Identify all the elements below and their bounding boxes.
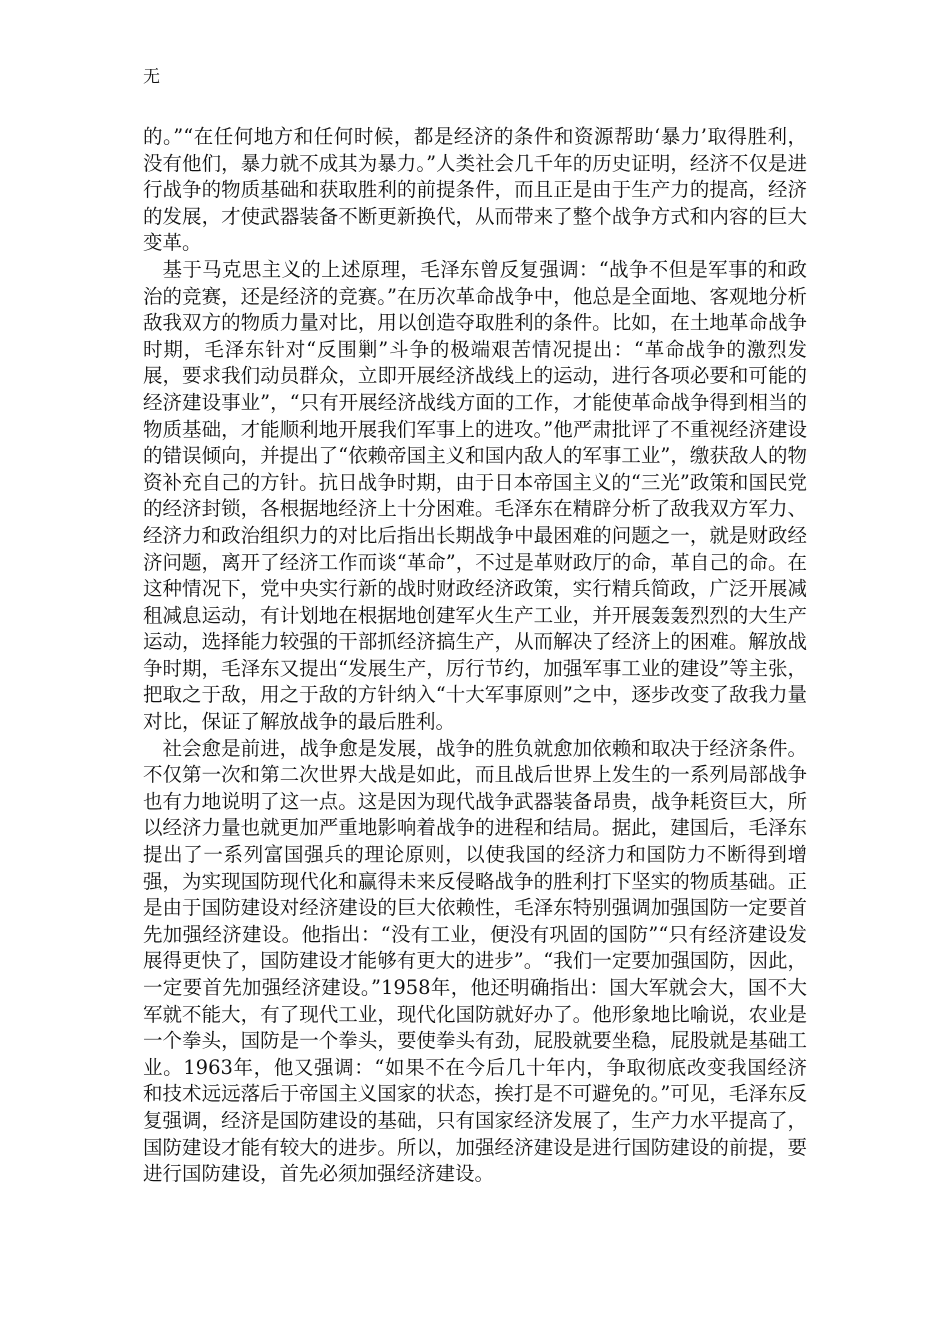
paragraph-2: 基于马克思主义的上述原理，毛泽东曾反复强调：“战争不但是军事的和政治的竞赛，还是经济的竞赛。”在历次革命战争中，他总是全面地、客观地分析敌我双方的物质力量对比，用以创造夺取胜利的条件。比如，在土地革命战争时期，毛泽东针对“反围剿”斗争的极端艰苦情况提出：“革命战争的激烈发展，要求我们动员群众，立即开展经济战线上的运动，进行各项必要和可能的经济建设事业”，“只有开展经济战线方面的工作，才能使革命战争得到相当的物质基础，才能顺利地开展我们军事上的进攻。”他严肃批评了不重视经济建设的错误倾向，并提出了“依赖帝国主义和国内敌人的军事工业”，缴获敌人的物资补充自己的方针。抗日战争时期，由于日本帝国主义的“三光”政策和国民党的经济封锁，各根据地经济上十分困难。毛泽东在精辟分析了敌我双方军力、经济力和政治组织力的对比后指出长期战争中最困难的问题之一，就是财政经济问题，离开了经济工作而谈“革命”，不过是革财政厅的命，革自己的命。在这种情况下，党中央实行新的战时财政经济政策，实行精兵简政，广泛开展减租减息运动，有计划地在根据地创建军火生产工业，并开展轰轰烈烈的大生产运动，选择能力较强的干部抓经济搞生产，从而解决了经济上的困难。解放战争时期，毛泽东又提出“发展生产，厉行节约，加强军事工业的建设”等主张，把取之于敌，用之于敌的方针纳入“十大军事原则”之中，逐步改变了敌我力量对比，保证了解放战争的最后胜利。 bbox=[143, 257, 807, 734]
paragraph-3: 社会愈是前进，战争愈是发展，战争的胜负就愈加依赖和取决于经济条件。不仅第一次和第二次世界大战是如此，而且战后世界上发生的一系列局部战争也有力地说明了这一点。这是因为现代战争武器装备昂贵，战争耗资巨大，所以经济力量也就更加严重地影响着战争的进程和结局。据此，建国后，毛泽东提出了一系列富国强兵的理论原则，以使我国的经济力和国防力不断得到增强，为实现国防现代化和赢得未来反侵略战争的胜利打下坚实的物质基础。正是由于国防建设对经济建设的巨大依赖性，毛泽东特别强调加强国防一定要首先加强经济建设。他指出：“没有工业，便没有巩固的国防”“只有经济建设发展得更快了，国防建设才能够有更大的进步”。“我们一定要加强国防，因此，一定要首先加强经济建设。”1958年，他还明确指出：国大军就会大，国不大军就不能大，有了现代工业，现代化国防就好办了。他形象地比喻说，农业是一个拳头，国防是一个拳头，要使拳头有劲，屁股就要坐稳，屁股就是基础工业。1963年，他又强调：“如果不在今后几十年内，争取彻底改变我国经济和技术远远落后于帝国主义国家的状态，挨打是不可避免的。”可见，毛泽东反复强调，经济是国防建设的基础，只有国家经济发展了，生产力水平提高了，国防建设才能有较大的进步。所以，加强经济建设是进行国防建设的前提，要进行国防建设，首先必须加强经济建设。 bbox=[143, 736, 807, 1186]
paragraph-1: 的。”“在任何地方和任何时候，都是经济的条件和资源帮助‘暴力’取得胜利，没有他们，暴力就不成其为暴力。”人类社会几千年的历史证明，经济不仅是进行战争的物质基础和获取胜利的前提条件，而且正是由于生产力的提高，经济的发展，才使武器装备不断更新换代，从而带来了整个战争方式和内容的巨大变革。 bbox=[143, 125, 807, 255]
page-header: 无 bbox=[143, 67, 160, 87]
document-body bbox=[143, 124, 807, 1188]
